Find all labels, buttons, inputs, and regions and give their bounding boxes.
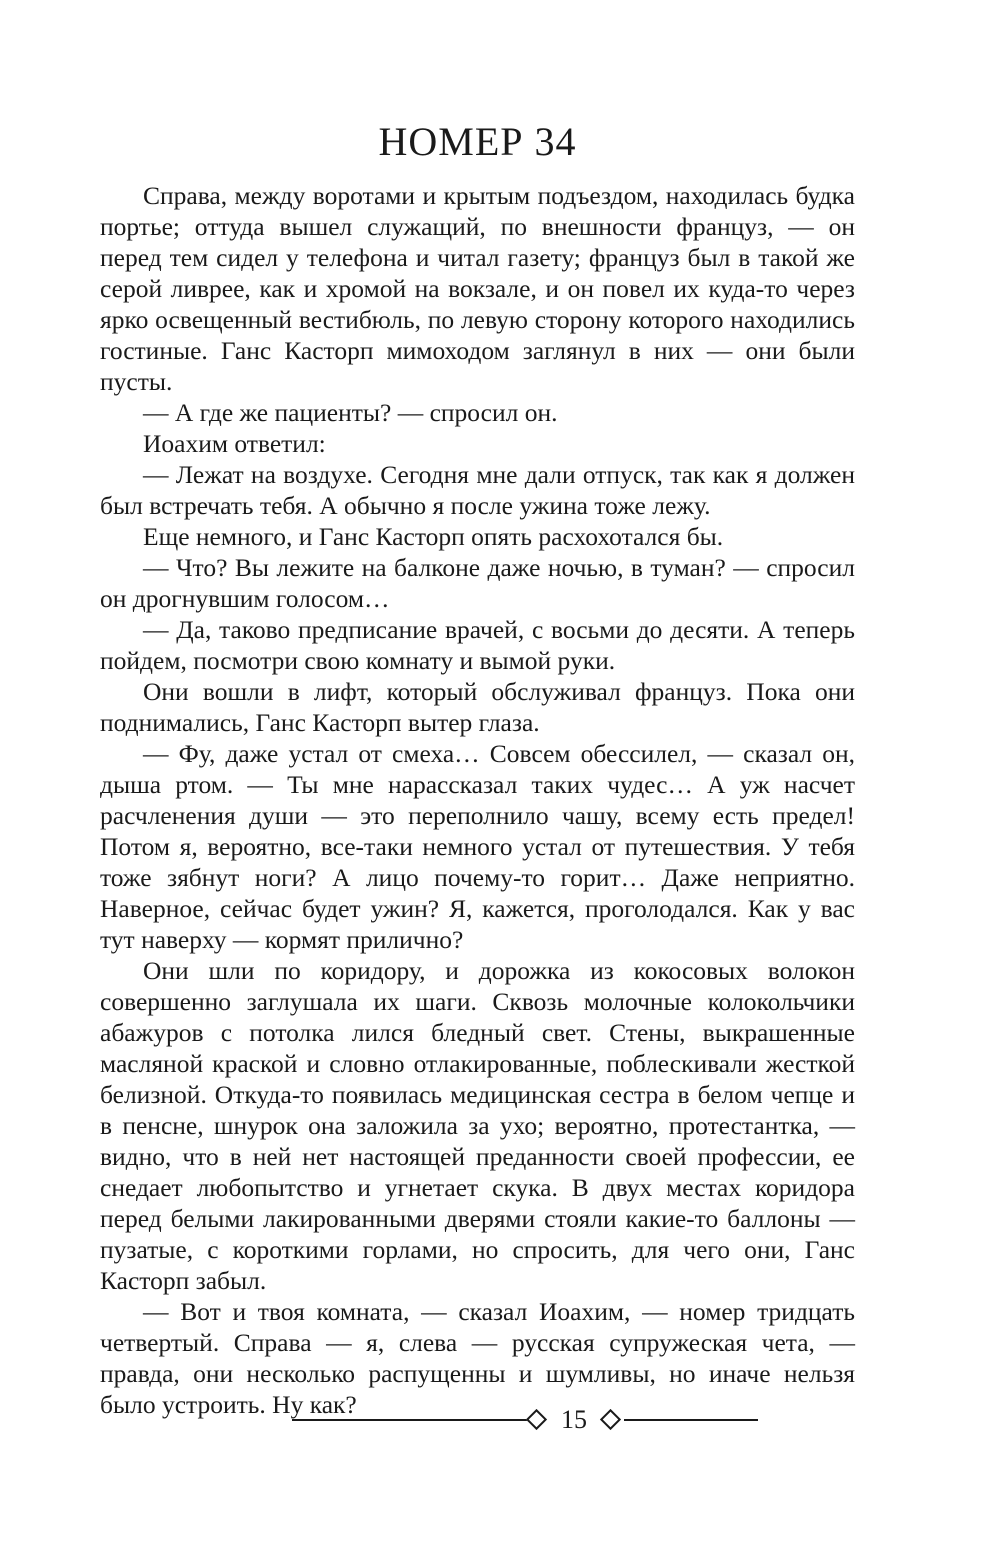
page-number: 15 <box>561 1405 587 1434</box>
paragraph: — Лежат на воздухе. Сегодня мне дали отпуск, так как я должен был встречать тебя. А обычно я после ужина тоже лежу. <box>100 460 855 520</box>
diamond-ornament-icon <box>526 1409 547 1430</box>
paragraph: Они вошли в лифт, который обслуживал француз. Пока они поднимались, Ганс Касторп вытер глаза. <box>100 677 855 737</box>
paragraph: — Вот и твоя комната, — сказал Иоахим, — номер тридцать четвертый. Справа — я, слева — русская супружеская чета, — правда, они несколько распущенны и шумливы, но иначе нельзя было устроить. Ну как? <box>100 1297 855 1419</box>
paragraph: — Да, таково предписание врачей, с восьми до десяти. А теперь пойдем, посмотри свою комнату и вымой руки. <box>100 615 855 675</box>
paragraph: — Что? Вы лежите на балконе даже ночью, в туман? — спросил он дрогнувшим голосом… <box>100 553 855 613</box>
paragraph: Справа, между воротами и крытым подъездом, находилась будка портье; оттуда вышел служащий, по внешности француз, — он перед тем сидел у телефона и читал газету; француз был в такой же серой ливрее, как и хромой на вокзале, и он повел их куда-то через ярко освещенный вестибюль, по левую сторону которого находились гостиные. Ганс Касторп мимоходом заглянул в них — они были пусты. <box>100 181 855 396</box>
paragraph: — Фу, даже устал от смеха… Совсем обессилел, — сказал он, дыша ртом. — Ты мне нарассказал таких чудес… А уж насчет расчленения души — это переполнило чашу, всему есть предел! Потом я, вероятно, все-таки немного устал от путешествия. У тебя тоже зябнут ноги? А лицо почему-то горит… Даже неприятно. Наверное, сейчас будет ужин? Я, кажется, проголодался. Как у вас тут наверху — кормят прилично? <box>100 739 855 954</box>
paragraph: Они шли по коридору, и дорожка из кокосовых волокон совершенно заглушала их шаги. Сквозь молочные колокольчики абажуров с потолка лился бледный свет. Стены, выкрашенные масляной краской и словно отлакированные, поблескивали жесткой белизной. Откуда-то появилась медицинская сестра в белом чепце и в пенсне, шнурок она заложила за ухо; вероятно, протестантка, — видно, что в ней нет настоящей преданности своей профессии, ее снедает любопытство и угнетает скука. В двух местах коридора перед белыми лакированными дверями стояли какие-то баллоны — пузатые, с короткими горлами, но спросить, для чего они, Ганс Касторп забыл. <box>100 956 855 1295</box>
chapter-title: НОМЕР 34 <box>378 119 577 164</box>
text-body <box>100 180 855 1420</box>
paragraph: — А где же пациенты? — спросил он. <box>143 398 558 427</box>
paragraph: Иоахим ответил: <box>143 429 326 458</box>
page-footer <box>100 1402 855 1438</box>
book-page <box>100 0 855 1552</box>
diamond-ornament-icon <box>600 1409 621 1430</box>
paragraph: Еще немного, и Ганс Касторп опять расхохотался бы. <box>143 522 724 551</box>
footer-rule-right <box>624 1419 758 1421</box>
footer-rule-left <box>292 1419 528 1421</box>
